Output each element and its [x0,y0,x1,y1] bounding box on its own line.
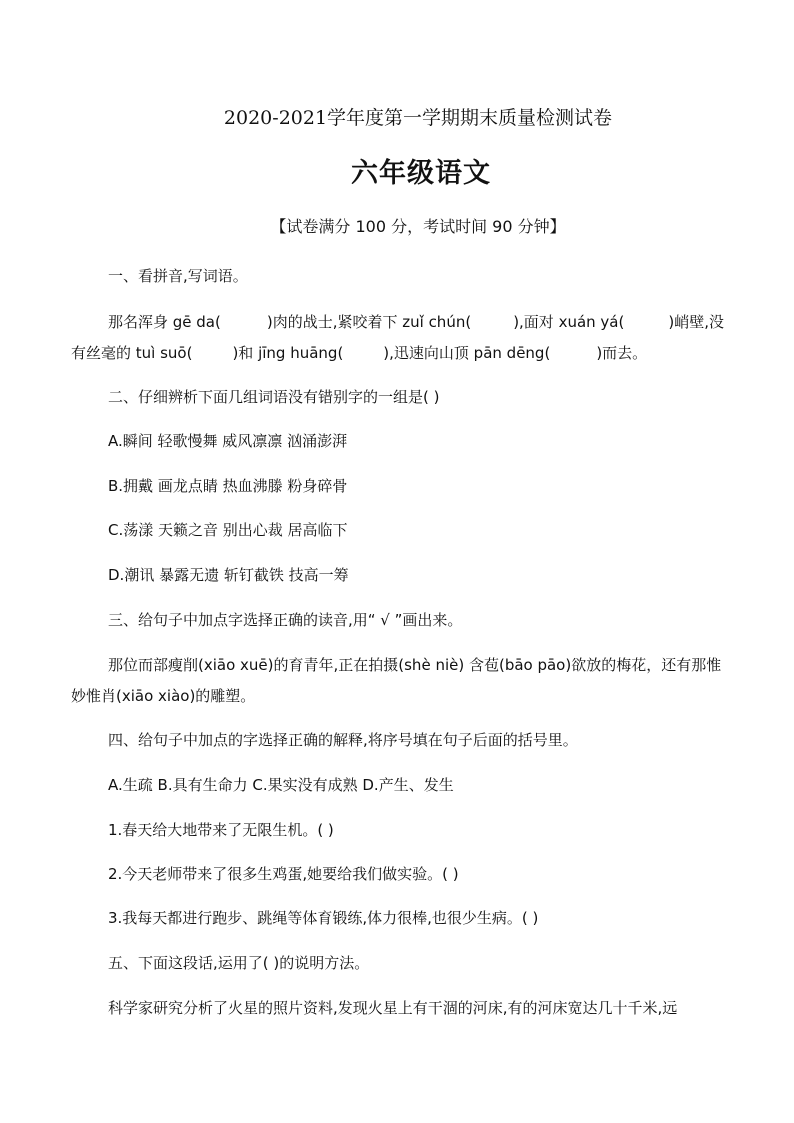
section5-line1: 科学家研究分析了火星的照片资料,发现火星上有干涸的河床,有的河床宽达几十千米,远 [108,999,678,1017]
section2-option-b: B.拥戴 画龙点睛 热血沸滕 粉身碎骨 [108,477,348,495]
section2-option-a: A.瞬间 轻歌慢舞 威风凛凛 汹涌澎湃 [108,432,348,450]
section4-item-1: 1.春天给大地带来了无限生机。( ) [108,821,334,839]
pinyin-segment: )峭壁,没 [668,313,724,331]
section3-line1: 那位而部瘦削(xiāo xuē)的育青年,正在拍摄(shè niè) 含苞(bāo pāo)欲放的梅花，还有那惟 [108,656,722,674]
section3-heading: 三、给句子中加点字选择正确的读音,用“ √ ”画出来。 [108,611,463,629]
pinyin-segment: ),面对 xuán yá( [513,313,625,331]
section5-heading: 五、下面这段话,运用了( )的说明方法。 [108,954,370,972]
section3-line2: 妙惟肖(xiāo xiào)的雕塑。 [71,687,256,705]
section2-option-c: C.荡漾 天籁之音 别出心裁 居高临下 [108,521,348,539]
pinyin-segment: 那名浑身 gē da( [108,313,221,331]
pinyin-segment: 有丝毫的 tuì suō( [71,344,193,362]
section4-choices: A.生疏 B.具有生命力 C.果实没有成熟 D.产生、发生 [108,776,454,794]
pinyin-segment: ),迅速向山顶 pān dēng( [383,344,551,362]
exam-note: 【试卷满分 100 分，考试时间 90 分钟】 [270,217,566,236]
pinyin-segment: )而去。 [596,344,648,362]
section2-option-d: D.潮讯 暴露无遗 斩钉截铁 技高一筹 [108,566,349,584]
section4-item-3: 3.我每天都进行跑步、跳绳等体育锻练,体力很棒,也很少生病。( ) [108,909,539,927]
pinyin-segment: )和 jīng huāng( [232,344,344,362]
exam-title: 2020-2021学年度第一学期期末质量检测试卷 [223,107,613,129]
section1-heading: 一、看拼音,写词语。 [108,267,248,285]
subject-title: 六年级语文 [351,158,491,189]
pinyin-segment: )肉的战士,紧咬着下 zuǐ chún( [266,313,472,331]
section4-heading: 四、给句子中加点的字选择正确的解释,将序号填在句子后面的括号里。 [108,731,578,749]
section2-heading: 二、仔细辨析下面几组词语没有错别字的一组是( ) [108,388,440,406]
section4-item-2: 2.今天老师带来了很多生鸡蛋,她要给我们做实验。( ) [108,865,459,883]
section1-line2 [71,343,647,363]
section1-line1 [108,312,724,332]
